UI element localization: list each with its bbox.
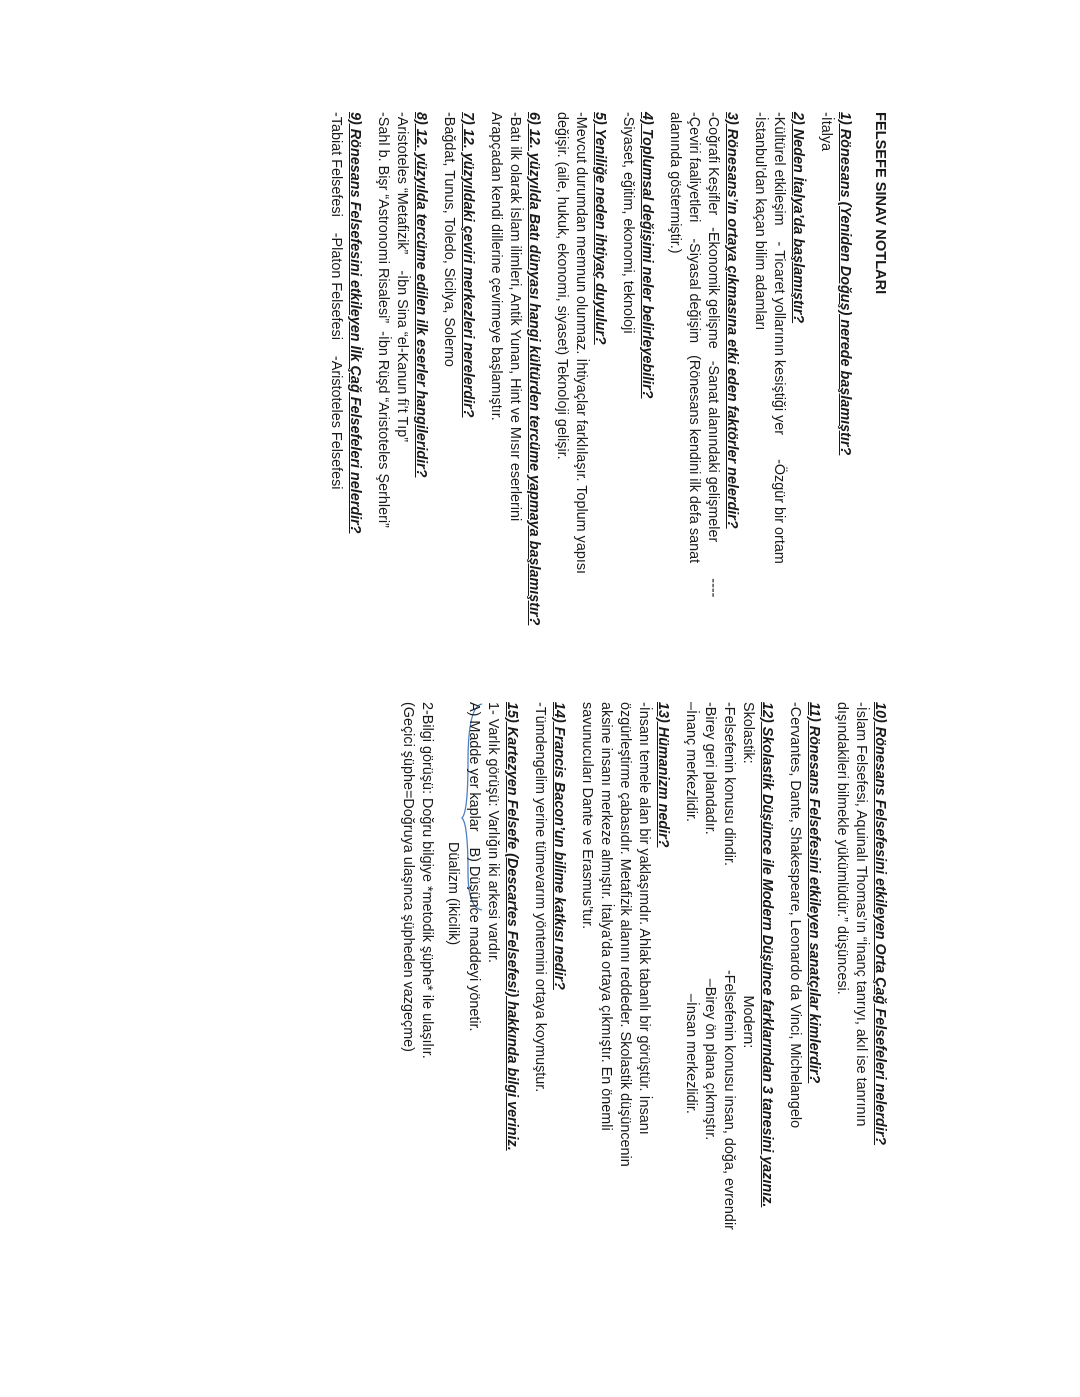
question-heading: 10) Rönesans Felsefesini etkileyen Orta Çağ Felsefeleri nelerdir? (872, 702, 888, 1146)
question-block (816, 112, 854, 455)
question-block (373, 112, 430, 528)
answer-line: alanında göstermiştir.) (667, 112, 683, 254)
answer-line: -Birey geri plandadır. –Birey ön plana çıkmıştır. (702, 702, 718, 1141)
answer-line: -Tümdengelim yerine tümevarım yöntemini ortaya koymuştur. (532, 702, 548, 1093)
answer-line: -Kültürel etkileşim - Ticaret yollarının kesiştiği yer -Özgür bir ortam (771, 112, 787, 564)
answer-line: -İnsanı temele alan bir yaklaşımdır. Ahlak tabanlı bir görüştür. İnsanı (636, 702, 652, 1135)
answer-line: dışındakileri bilmekle yükümlüdür.” düşüncesi. (834, 702, 850, 995)
question-block (530, 702, 568, 1092)
question-heading: 3) Rönesans’ın ortaya çıkmasına etki eden faktörler nelerdir? (724, 112, 740, 529)
question-block (750, 112, 807, 564)
dualism-label: Düalizm (ikicilik) (445, 842, 461, 946)
answer-line: -Cervantes, Dante, Shakespeare, Leonardo da Vinci, Michelangelo (787, 702, 803, 1129)
answer-line: -Mevcut durumdan memnun olunmaz. İhtiyaçlar farklılaşır. Toplum yapısı (573, 112, 589, 575)
question-heading: 6) 12. yüzyılda Batı dünyası hangi kültürden tercüme yapmaya başlamıştır? (526, 112, 542, 626)
answer-line: 1- Varlık görüşü: Varlığın iki arkesi vardır. (485, 702, 501, 963)
answer-line: -Coğrafi Keşifler -Ekonomik gelişme -Sanat alanındaki gelişmeler ---- (705, 112, 721, 598)
answer-line: -Çeviri faaliyetleri -Siyasal değişim (Rönesans kendini ilk defa sanat (686, 112, 702, 564)
answer-line: (Geçici şüphe=Doğruya ulaşınca şüpheden vazgeçme) (400, 702, 416, 1052)
question-block (785, 702, 823, 1128)
question-block (326, 112, 364, 534)
answer-line: -Siyaset, eğitim, ekonomi, teknoloji (620, 112, 636, 334)
question-block (464, 702, 521, 1151)
answer-line: -Felsefenin konusu dindir. -Felsefenin konusu insan, doğa, evrendir (721, 702, 737, 1230)
question-block (439, 112, 477, 418)
question-block (832, 702, 889, 1145)
answer-line: -Tabiat Felsefesi -Platon Felsefesi -Aristoteles Felsefesi (328, 112, 344, 490)
answer-line: özgürleştirme çabasıdır. Metafizik alanını reddeder. Skolastik düşüncenin (617, 702, 633, 1167)
answer-line: Skolastik: Modern: (740, 702, 756, 1049)
answer-line: -Aristoteles “Metafizik” -İbn Sina “el-Kanun fi’t Tıp” (394, 112, 410, 443)
question-heading: 12) Skolastik Düşünce ile Modern Düşünce farklarından 3 tanesini yazınız. (759, 702, 775, 1208)
question-heading: 13) Hümanizm nedir? (655, 702, 671, 848)
answer-line: -Bağdat, Tunus, Toledo, Sicilya, Solerno (441, 112, 457, 367)
question-heading: 7) 12. yüzyıldaki çeviri merkezleri nerelerdir? (460, 112, 476, 418)
answer-line: -Batı ilk olarak İslam ilimleri, Antik Yunan, Hint ve Mısır eserlerini (507, 112, 523, 522)
question-block (486, 112, 543, 625)
answer-line: -İslam Felsefesi, Aquinalı Thomas’ın “İnanç tanrıyı, akıl ise tanrının (853, 702, 869, 1127)
question-block (681, 702, 776, 1230)
answer-line: Arapçadan kendi dillerine çevirmeye başlamıştır. (488, 112, 504, 421)
answer-line: -İtalya (818, 112, 834, 152)
question-heading: 1) Rönesans (Yeniden Doğuş) nerede başlamıştır? (837, 112, 853, 456)
answer-line: -Sahl b. Bişr “Astronomi Risalesi” -İbn Rüşd “Aristoteles Şerhleri” (375, 112, 391, 528)
answer-line: -İstanbul’dan kaçan bilim adamları (752, 112, 768, 331)
answer-line: aksine insanı merkeze almıştır. İtalya’da ortaya çıkmıştır. En önemli (598, 702, 614, 1131)
question-heading: 5) Yeniliğe neden ihtiyaç duyulur? (592, 112, 608, 345)
page-title: FELSEFE SINAV NOTLARI (872, 112, 888, 295)
answer-line: savunucuları Dante ve Erasmus’tur. (579, 702, 595, 930)
question-block (618, 112, 656, 399)
question-heading: 14) Francis Bacon’un bilime katkısı nedir? (551, 702, 567, 990)
answer-line: A) Madde yer kaplar B) Düşünce maddeyi yönetir. (466, 702, 482, 1032)
answer-line: değişir. (aile, hukuk, ekonomi, siyaset) Teknoloji gelişir. (554, 112, 570, 460)
question-heading: 2) Neden İtalya’da başlamıştır? (790, 112, 806, 324)
question-block (552, 112, 609, 574)
answer-line: –İnanç merkezlidir. –İnsan merkezlidir. (683, 702, 699, 1114)
question-heading: 15) Kartezyen Felsefe (Descartes Felsefesi) hakkında bilgi veriniz. (504, 702, 520, 1151)
question-heading: 11) Rönesans Felsefesini etkileyen sanatçılar kimlerdir? (806, 702, 822, 1084)
answer-line: 2-Bilgi görüşü: Doğru bilgiye *metodik şüphe* ile ulaşılır. (419, 702, 435, 1059)
question-block (577, 702, 672, 1167)
question-heading: 8) 12. yüzyılda tercüme edilen ilk eserler hangileridir? (413, 112, 429, 478)
question-heading: 4) Toplumsal değişimi neler belirleyebilir? (639, 112, 655, 399)
question-heading: 9) Rönesans Felsefesini etkileyen İlk Çağ Felsefeleri nelerdir? (347, 112, 363, 534)
question-block (665, 112, 741, 597)
